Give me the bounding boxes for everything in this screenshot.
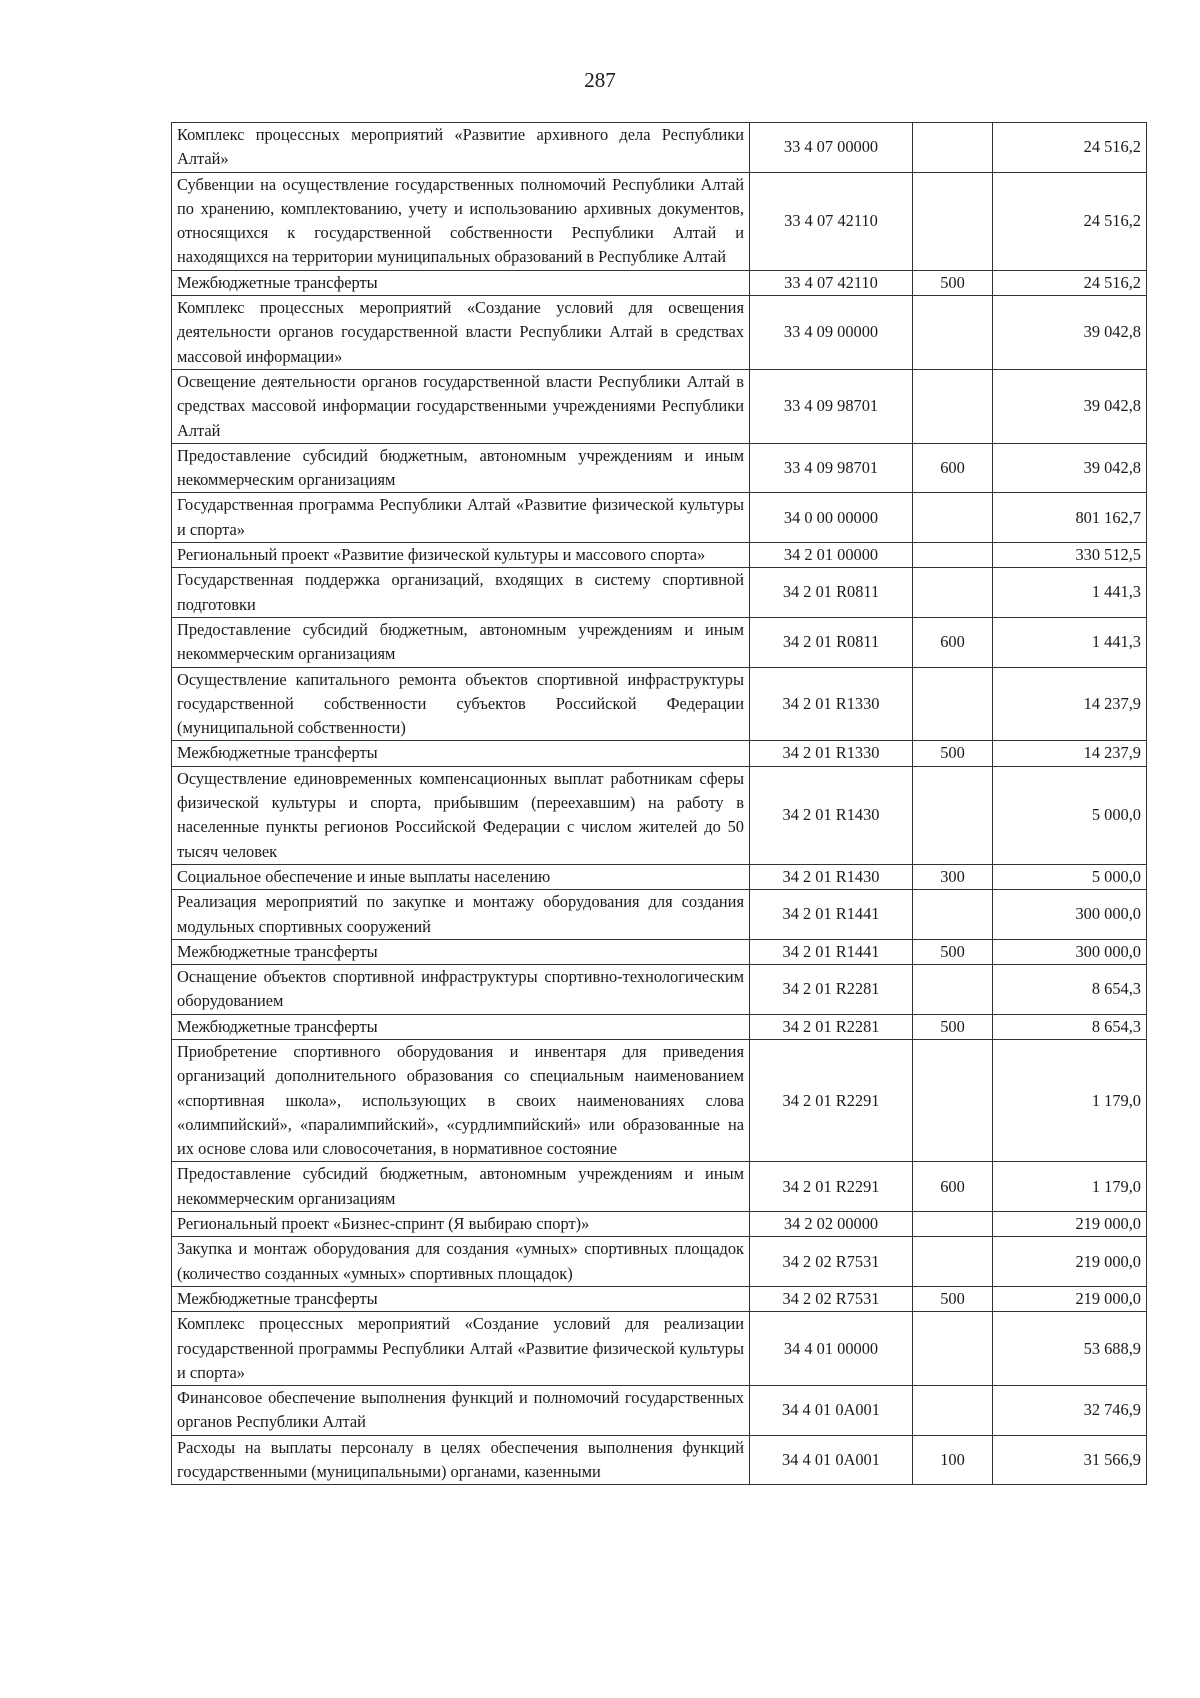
- row-amount: 1 179,0: [993, 1162, 1147, 1212]
- row-amount: 330 512,5: [993, 543, 1147, 568]
- table-row: [172, 568, 1147, 618]
- row-code: 34 2 01 R1330: [750, 667, 913, 741]
- table-row: [172, 493, 1147, 543]
- row-name: Межбюджетные трансферты: [172, 270, 750, 295]
- row-amount: 5 000,0: [993, 864, 1147, 889]
- table-row: [172, 1286, 1147, 1311]
- row-code: 34 2 01 R1330: [750, 741, 913, 766]
- row-code: 34 2 02 00000: [750, 1212, 913, 1237]
- row-expense-type: [913, 1237, 993, 1287]
- row-code: 34 2 02 R7531: [750, 1237, 913, 1287]
- row-code: 34 2 01 R0811: [750, 568, 913, 618]
- row-name: Оснащение объектов спортивной инфраструктуры спортивно-технологическим оборудованием: [172, 965, 750, 1015]
- row-amount: 801 162,7: [993, 493, 1147, 543]
- row-expense-type: [913, 172, 993, 270]
- table-row: [172, 939, 1147, 964]
- row-expense-type: [913, 493, 993, 543]
- row-amount: 24 516,2: [993, 172, 1147, 270]
- row-name: Расходы на выплаты персоналу в целях обеспечения выполнения функций государственными (муниципальными) органами, казенными: [172, 1435, 750, 1485]
- row-name: Комплекс процессных мероприятий «Создание условий для реализации государственной программы Республики Алтай «Развитие физической культуры и спорта»: [172, 1312, 750, 1386]
- table-row: [172, 1162, 1147, 1212]
- row-expense-type: 300: [913, 864, 993, 889]
- row-name: Предоставление субсидий бюджетным, автономным учреждениям и иным некоммерческим организациям: [172, 617, 750, 667]
- row-code: 34 2 01 R1441: [750, 939, 913, 964]
- table-row: [172, 864, 1147, 889]
- table-row: [172, 1039, 1147, 1161]
- row-amount: 39 042,8: [993, 369, 1147, 443]
- row-expense-type: [913, 1386, 993, 1436]
- row-amount: 300 000,0: [993, 939, 1147, 964]
- row-expense-type: 600: [913, 617, 993, 667]
- row-code: 33 4 07 42110: [750, 270, 913, 295]
- row-code: 34 2 01 R1430: [750, 766, 913, 864]
- row-name: Осуществление капитального ремонта объектов спортивной инфраструктуры государственной собственности субъектов Российской Федерации (муниципальной собственности): [172, 667, 750, 741]
- row-name: Реализация мероприятий по закупке и монтажу оборудования для создания модульных спортивных сооружений: [172, 890, 750, 940]
- row-name: Государственная поддержка организаций, входящих в систему спортивной подготовки: [172, 568, 750, 618]
- row-name: Межбюджетные трансферты: [172, 939, 750, 964]
- row-amount: 8 654,3: [993, 1014, 1147, 1039]
- row-expense-type: [913, 568, 993, 618]
- row-expense-type: [913, 123, 993, 173]
- row-expense-type: [913, 965, 993, 1015]
- row-amount: 39 042,8: [993, 296, 1147, 370]
- row-code: 33 4 09 00000: [750, 296, 913, 370]
- row-code: 34 2 01 R0811: [750, 617, 913, 667]
- table-row: [172, 965, 1147, 1015]
- table-row: [172, 543, 1147, 568]
- row-expense-type: [913, 1212, 993, 1237]
- row-name: Предоставление субсидий бюджетным, автономным учреждениям и иным некоммерческим организациям: [172, 1162, 750, 1212]
- row-expense-type: 500: [913, 270, 993, 295]
- row-expense-type: [913, 1312, 993, 1386]
- row-amount: 1 179,0: [993, 1039, 1147, 1161]
- row-amount: 39 042,8: [993, 443, 1147, 493]
- row-name: Межбюджетные трансферты: [172, 1286, 750, 1311]
- table-row: [172, 123, 1147, 173]
- row-amount: 31 566,9: [993, 1435, 1147, 1485]
- row-expense-type: [913, 766, 993, 864]
- table-row: [172, 741, 1147, 766]
- row-amount: 32 746,9: [993, 1386, 1147, 1436]
- row-name: Предоставление субсидий бюджетным, автономным учреждениям и иным некоммерческим организациям: [172, 443, 750, 493]
- row-name: Комплекс процессных мероприятий «Создание условий для освещения деятельности органов государственной власти Республики Алтай в средствах массовой информации»: [172, 296, 750, 370]
- row-amount: 14 237,9: [993, 741, 1147, 766]
- row-code: 34 2 01 R2281: [750, 965, 913, 1015]
- row-amount: 53 688,9: [993, 1312, 1147, 1386]
- row-name: Межбюджетные трансферты: [172, 741, 750, 766]
- row-amount: 219 000,0: [993, 1237, 1147, 1287]
- row-amount: 1 441,3: [993, 568, 1147, 618]
- row-code: 34 2 01 00000: [750, 543, 913, 568]
- row-amount: 5 000,0: [993, 766, 1147, 864]
- table-row: [172, 890, 1147, 940]
- row-name: Комплекс процессных мероприятий «Развитие архивного дела Республики Алтай»: [172, 123, 750, 173]
- row-name: Субвенции на осуществление государственных полномочий Республики Алтай по хранению, комплектованию, учету и использованию архивных документов, относящихся к государственной собственности Республики Алтай и находящихся на территории муниципальных образований в Республике Алтай: [172, 172, 750, 270]
- row-name: Приобретение спортивного оборудования и инвентаря для приведения организаций дополнительного образования со специальным наименованием «спортивная школа», использующих в своих наименованиях слова «олимпийский», «паралимпийский», «сурдлимпийский» или образованные на их основе слова или словосочетания, в нормативное состояние: [172, 1039, 750, 1161]
- row-code: 33 4 07 42110: [750, 172, 913, 270]
- row-code: 34 2 01 R2281: [750, 1014, 913, 1039]
- row-expense-type: [913, 296, 993, 370]
- row-expense-type: [913, 369, 993, 443]
- row-amount: 1 441,3: [993, 617, 1147, 667]
- row-amount: 14 237,9: [993, 667, 1147, 741]
- table-row: [172, 1386, 1147, 1436]
- table-row: [172, 617, 1147, 667]
- row-amount: 219 000,0: [993, 1286, 1147, 1311]
- table-row: [172, 369, 1147, 443]
- row-code: 34 4 01 0А001: [750, 1386, 913, 1436]
- row-expense-type: 600: [913, 443, 993, 493]
- table-row: [172, 1237, 1147, 1287]
- row-expense-type: 500: [913, 741, 993, 766]
- budget-table: [171, 122, 1147, 1485]
- row-code: 33 4 09 98701: [750, 369, 913, 443]
- page-number: 287: [584, 68, 616, 92]
- row-code: 33 4 07 00000: [750, 123, 913, 173]
- table-row: [172, 1312, 1147, 1386]
- row-name: Государственная программа Республики Алтай «Развитие физической культуры и спорта»: [172, 493, 750, 543]
- row-expense-type: 500: [913, 939, 993, 964]
- row-expense-type: 600: [913, 1162, 993, 1212]
- row-amount: 219 000,0: [993, 1212, 1147, 1237]
- row-name: Закупка и монтаж оборудования для создания «умных» спортивных площадок (количество созданных «умных» спортивных площадок): [172, 1237, 750, 1287]
- row-code: 34 4 01 00000: [750, 1312, 913, 1386]
- table-row: [172, 1435, 1147, 1485]
- table-row: [172, 443, 1147, 493]
- row-code: 34 2 01 R1430: [750, 864, 913, 889]
- table-row: [172, 1212, 1147, 1237]
- row-expense-type: [913, 543, 993, 568]
- row-amount: 8 654,3: [993, 965, 1147, 1015]
- budget-table-body: [172, 123, 1147, 1485]
- row-name: Осуществление единовременных компенсационных выплат работникам сферы физической культуры и спорта, прибывшим (переехавшим) на работу в населенные пункты регионов Российской Федерации с числом жителей до 50 тысяч человек: [172, 766, 750, 864]
- row-code: 34 4 01 0А001: [750, 1435, 913, 1485]
- row-name: Освещение деятельности органов государственной власти Республики Алтай в средствах массовой информации государственными учреждениями Республики Алтай: [172, 369, 750, 443]
- table-row: [172, 1014, 1147, 1039]
- row-expense-type: [913, 1039, 993, 1161]
- row-name: Межбюджетные трансферты: [172, 1014, 750, 1039]
- row-name: Региональный проект «Бизнес-спринт (Я выбираю спорт)»: [172, 1212, 750, 1237]
- row-code: 33 4 09 98701: [750, 443, 913, 493]
- table-row: [172, 270, 1147, 295]
- row-code: 34 0 00 00000: [750, 493, 913, 543]
- table-row: [172, 296, 1147, 370]
- table-row: [172, 766, 1147, 864]
- row-code: 34 2 01 R2291: [750, 1162, 913, 1212]
- row-name: Региональный проект «Развитие физической культуры и массового спорта»: [172, 543, 750, 568]
- table-row: [172, 172, 1147, 270]
- row-expense-type: 100: [913, 1435, 993, 1485]
- row-amount: 24 516,2: [993, 270, 1147, 295]
- row-name: Финансовое обеспечение выполнения функций и полномочий государственных органов Республики Алтай: [172, 1386, 750, 1436]
- table-row: [172, 667, 1147, 741]
- row-name: Социальное обеспечение и иные выплаты населению: [172, 864, 750, 889]
- row-expense-type: [913, 890, 993, 940]
- row-amount: 24 516,2: [993, 123, 1147, 173]
- row-code: 34 2 01 R1441: [750, 890, 913, 940]
- row-expense-type: 500: [913, 1286, 993, 1311]
- row-expense-type: [913, 667, 993, 741]
- row-code: 34 2 01 R2291: [750, 1039, 913, 1161]
- row-expense-type: 500: [913, 1014, 993, 1039]
- row-code: 34 2 02 R7531: [750, 1286, 913, 1311]
- row-amount: 300 000,0: [993, 890, 1147, 940]
